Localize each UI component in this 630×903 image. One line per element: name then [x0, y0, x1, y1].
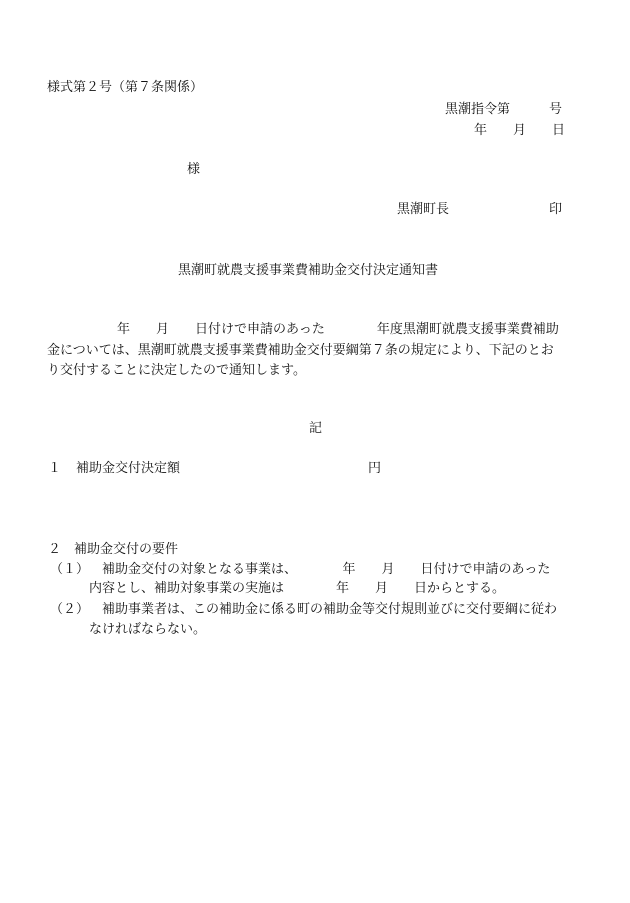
- issuer-name: 黒潮町長: [397, 202, 450, 217]
- seal-mark: 印: [549, 202, 563, 217]
- item2-line-2: なければならない。: [89, 622, 207, 637]
- body-line-1: 年 月 日付けで申請のあった 年度黒潮町就農支援事業費補助: [117, 322, 559, 337]
- item2-number: （２）: [50, 602, 90, 617]
- document-number: 黒潮指令第 号: [445, 102, 563, 117]
- section1-number: １: [48, 461, 62, 476]
- issue-date: 年 月 日: [474, 123, 566, 138]
- document-title: 黒潮町就農支援事業費補助金交付決定通知書: [178, 263, 439, 278]
- section2-heading: ２ 補助金交付の要件: [48, 542, 179, 557]
- form-id: 様式第２号（第７条関係）: [47, 80, 204, 95]
- section1-label: 補助金交付決定額: [76, 461, 181, 476]
- item2-line-1: 補助事業者は、この補助金に係る町の補助金等交付規則並びに交付要綱に従わ: [102, 602, 558, 617]
- section1-unit: 円: [368, 461, 382, 476]
- body-line-3: り交付することに決定したので通知します。: [47, 363, 306, 378]
- addressee-suffix: 様: [187, 162, 201, 177]
- item1-line-2: 内容とし、補助対象事業の実施は 年 月 日からとする。: [89, 581, 506, 596]
- item1-number: （１）: [50, 562, 90, 577]
- ki-heading: 記: [309, 421, 323, 436]
- body-line-2: 金については、黒潮町就農支援事業費補助金交付要綱第７条の規定により、下記のとお: [47, 343, 554, 358]
- item1-line-1: 補助金交付の対象となる事業は、 年 月 日付けで申請のあった: [102, 562, 551, 577]
